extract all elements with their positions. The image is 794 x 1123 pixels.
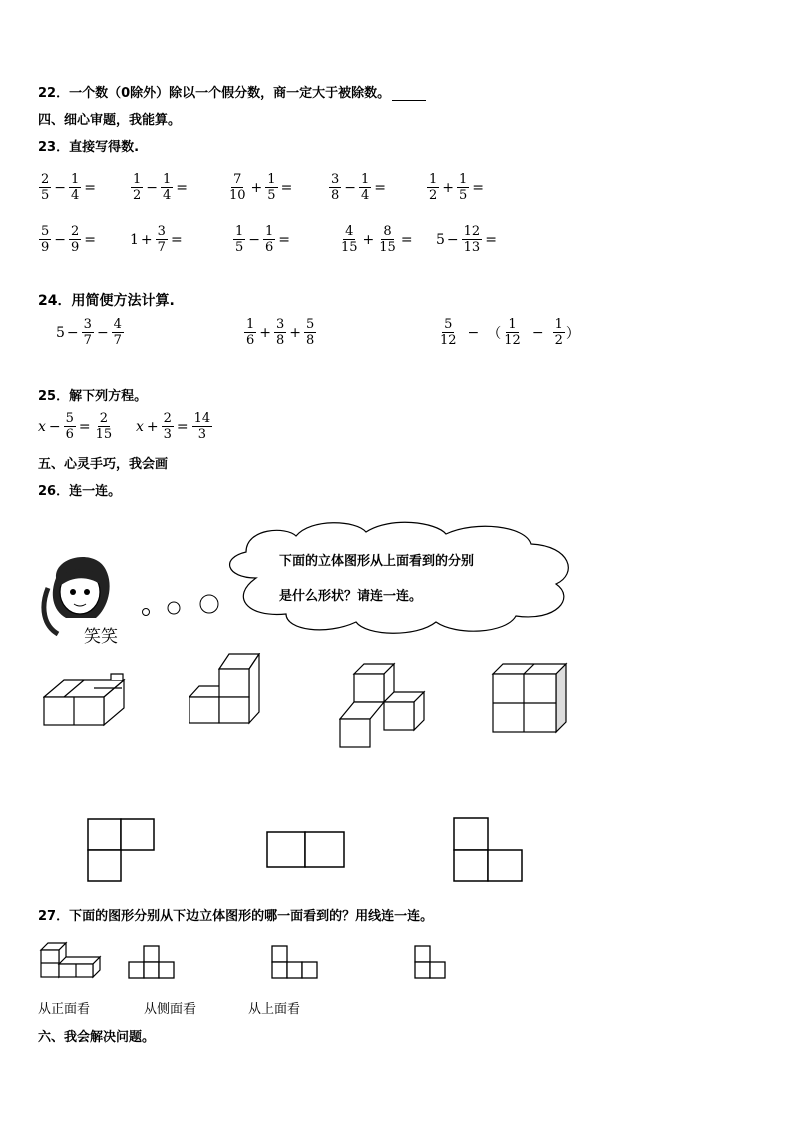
bubble-line-2: 是什么形状？请连一连。 bbox=[279, 589, 423, 604]
fraction: $\frac{7}{10}$ bbox=[229, 172, 246, 203]
question-24-title: 24．用简便方法计算. bbox=[38, 293, 175, 309]
view-label-side: 从侧面看 bbox=[144, 1002, 197, 1017]
question-22-text: 22．一个数（0除外）除以一个假分数，商一定大于被除数。 bbox=[38, 86, 391, 101]
fraction: $\frac{3}{8}$ bbox=[331, 172, 340, 203]
equation: x + $\frac{2}{3}$ = $\frac{14}{3}$ bbox=[136, 411, 211, 442]
thought-cloud bbox=[216, 518, 586, 638]
fraction: $\frac{3}{7}$ bbox=[83, 317, 92, 348]
fraction: $\frac{3}{8}$ bbox=[276, 317, 285, 348]
fraction: $\frac{5}{9}$ bbox=[41, 224, 50, 255]
fraction: $\frac{1}{5}$ bbox=[267, 172, 276, 203]
fraction: $\frac{4}{15}$ bbox=[341, 224, 358, 255]
fraction: $\frac{1}{6}$ bbox=[265, 224, 274, 255]
fraction: $\frac{14}{3}$ bbox=[193, 411, 211, 442]
fraction: $\frac{4}{7}$ bbox=[113, 317, 122, 348]
fraction: $\frac{1}{6}$ bbox=[246, 317, 255, 348]
fraction: $\frac{3}{7}$ bbox=[157, 224, 166, 255]
fraction: $\frac{12}{13}$ bbox=[463, 224, 481, 255]
question-25-title: 25．解下列方程。 bbox=[38, 389, 148, 404]
calc-item: $\frac{1}{6}$ + $\frac{3}{8}$ + $\frac{5}{8}$ bbox=[246, 317, 315, 348]
calc-item: 5 − $\frac{12}{13}$ = bbox=[436, 224, 497, 255]
solid-figure-1 bbox=[43, 670, 133, 730]
section-4-heading: 四、细心审题，我能算。 bbox=[38, 113, 182, 128]
view-shape-3 bbox=[414, 945, 454, 981]
calc-item: 1 + $\frac{3}{7}$ = bbox=[130, 224, 183, 255]
fraction: $\frac{2}{5}$ bbox=[41, 172, 50, 203]
section-6-heading: 六、我会解决问题。 bbox=[38, 1030, 156, 1045]
bubble-line-1: 下面的立体图形从上面看到的分别 bbox=[279, 554, 475, 569]
calc-item: $\frac{2}{5}$ − $\frac{1}{4}$ = bbox=[41, 172, 97, 203]
fraction: $\frac{5}{6}$ bbox=[65, 411, 74, 442]
question-22 bbox=[38, 82, 426, 101]
top-view-shape-3 bbox=[453, 817, 525, 883]
question-23-title: 23．直接写得数. bbox=[38, 140, 140, 155]
girl-caption: 笑笑 bbox=[84, 627, 118, 647]
fraction: $\frac{8}{15}$ bbox=[379, 224, 396, 255]
view-shape-1 bbox=[128, 945, 178, 981]
calc-item: $\frac{1}{2}$ + $\frac{1}{5}$ = bbox=[429, 172, 485, 203]
view-shape-2 bbox=[271, 945, 321, 981]
top-view-shape-2 bbox=[266, 831, 346, 869]
question-27-title: 27．下面的图形分别从下边立体图形的哪一面看到的？用线连一连。 bbox=[38, 909, 434, 924]
solid-figure-4 bbox=[491, 662, 571, 737]
fraction: $\frac{2}{3}$ bbox=[163, 411, 172, 442]
fraction: $\frac{1}{4}$ bbox=[71, 172, 80, 203]
fraction: $\frac{1}{4}$ bbox=[163, 172, 172, 203]
solid-figure-3 bbox=[339, 662, 429, 752]
fraction: $\frac{1}{5}$ bbox=[235, 224, 244, 255]
view-label-front: 从正面看 bbox=[38, 1002, 91, 1017]
solid-figure-q27 bbox=[38, 940, 102, 982]
fraction: $\frac{1}{12}$ bbox=[504, 317, 521, 348]
fraction: $\frac{1}{5}$ bbox=[459, 172, 468, 203]
calc-item: $\frac{5}{12}$ − （ $\frac{1}{12}$ − $\frac{1}{2}$ ） bbox=[440, 317, 580, 348]
solid-figure-2 bbox=[189, 653, 269, 733]
calc-item: $\frac{5}{9}$ − $\frac{2}{9}$ = bbox=[41, 224, 97, 255]
answer-blank[interactable] bbox=[392, 88, 426, 101]
calc-item: 5 − $\frac{3}{7}$ − $\frac{4}{7}$ bbox=[56, 317, 122, 348]
fraction: $\frac{1}{2}$ bbox=[429, 172, 438, 203]
calc-item: $\frac{4}{15}$ + $\frac{8}{15}$ = bbox=[341, 224, 413, 255]
calc-item: $\frac{7}{10}$ + $\frac{1}{5}$ = bbox=[229, 172, 293, 203]
fraction: $\frac{2}{9}$ bbox=[71, 224, 80, 255]
fraction: $\frac{1}{4}$ bbox=[361, 172, 370, 203]
top-view-shape-1 bbox=[87, 818, 157, 883]
question-26-title: 26．连一连。 bbox=[38, 484, 122, 499]
fraction: $\frac{1}{2}$ bbox=[554, 317, 563, 348]
fraction: $\frac{5}{8}$ bbox=[306, 317, 315, 348]
fraction: $\frac{2}{15}$ bbox=[95, 411, 113, 442]
calc-item: $\frac{1}{2}$ − $\frac{1}{4}$ = bbox=[133, 172, 189, 203]
equation: x − $\frac{5}{6}$ = $\frac{2}{15}$ bbox=[38, 411, 113, 442]
fraction: $\frac{1}{2}$ bbox=[133, 172, 142, 203]
section-5-heading: 五、心灵手巧，我会画 bbox=[38, 457, 169, 472]
calc-item: $\frac{3}{8}$ − $\frac{1}{4}$ = bbox=[331, 172, 387, 203]
view-label-top: 从上面看 bbox=[248, 1002, 301, 1017]
fraction: $\frac{5}{12}$ bbox=[440, 317, 457, 348]
calc-item: $\frac{1}{5}$ − $\frac{1}{6}$ = bbox=[235, 224, 291, 255]
